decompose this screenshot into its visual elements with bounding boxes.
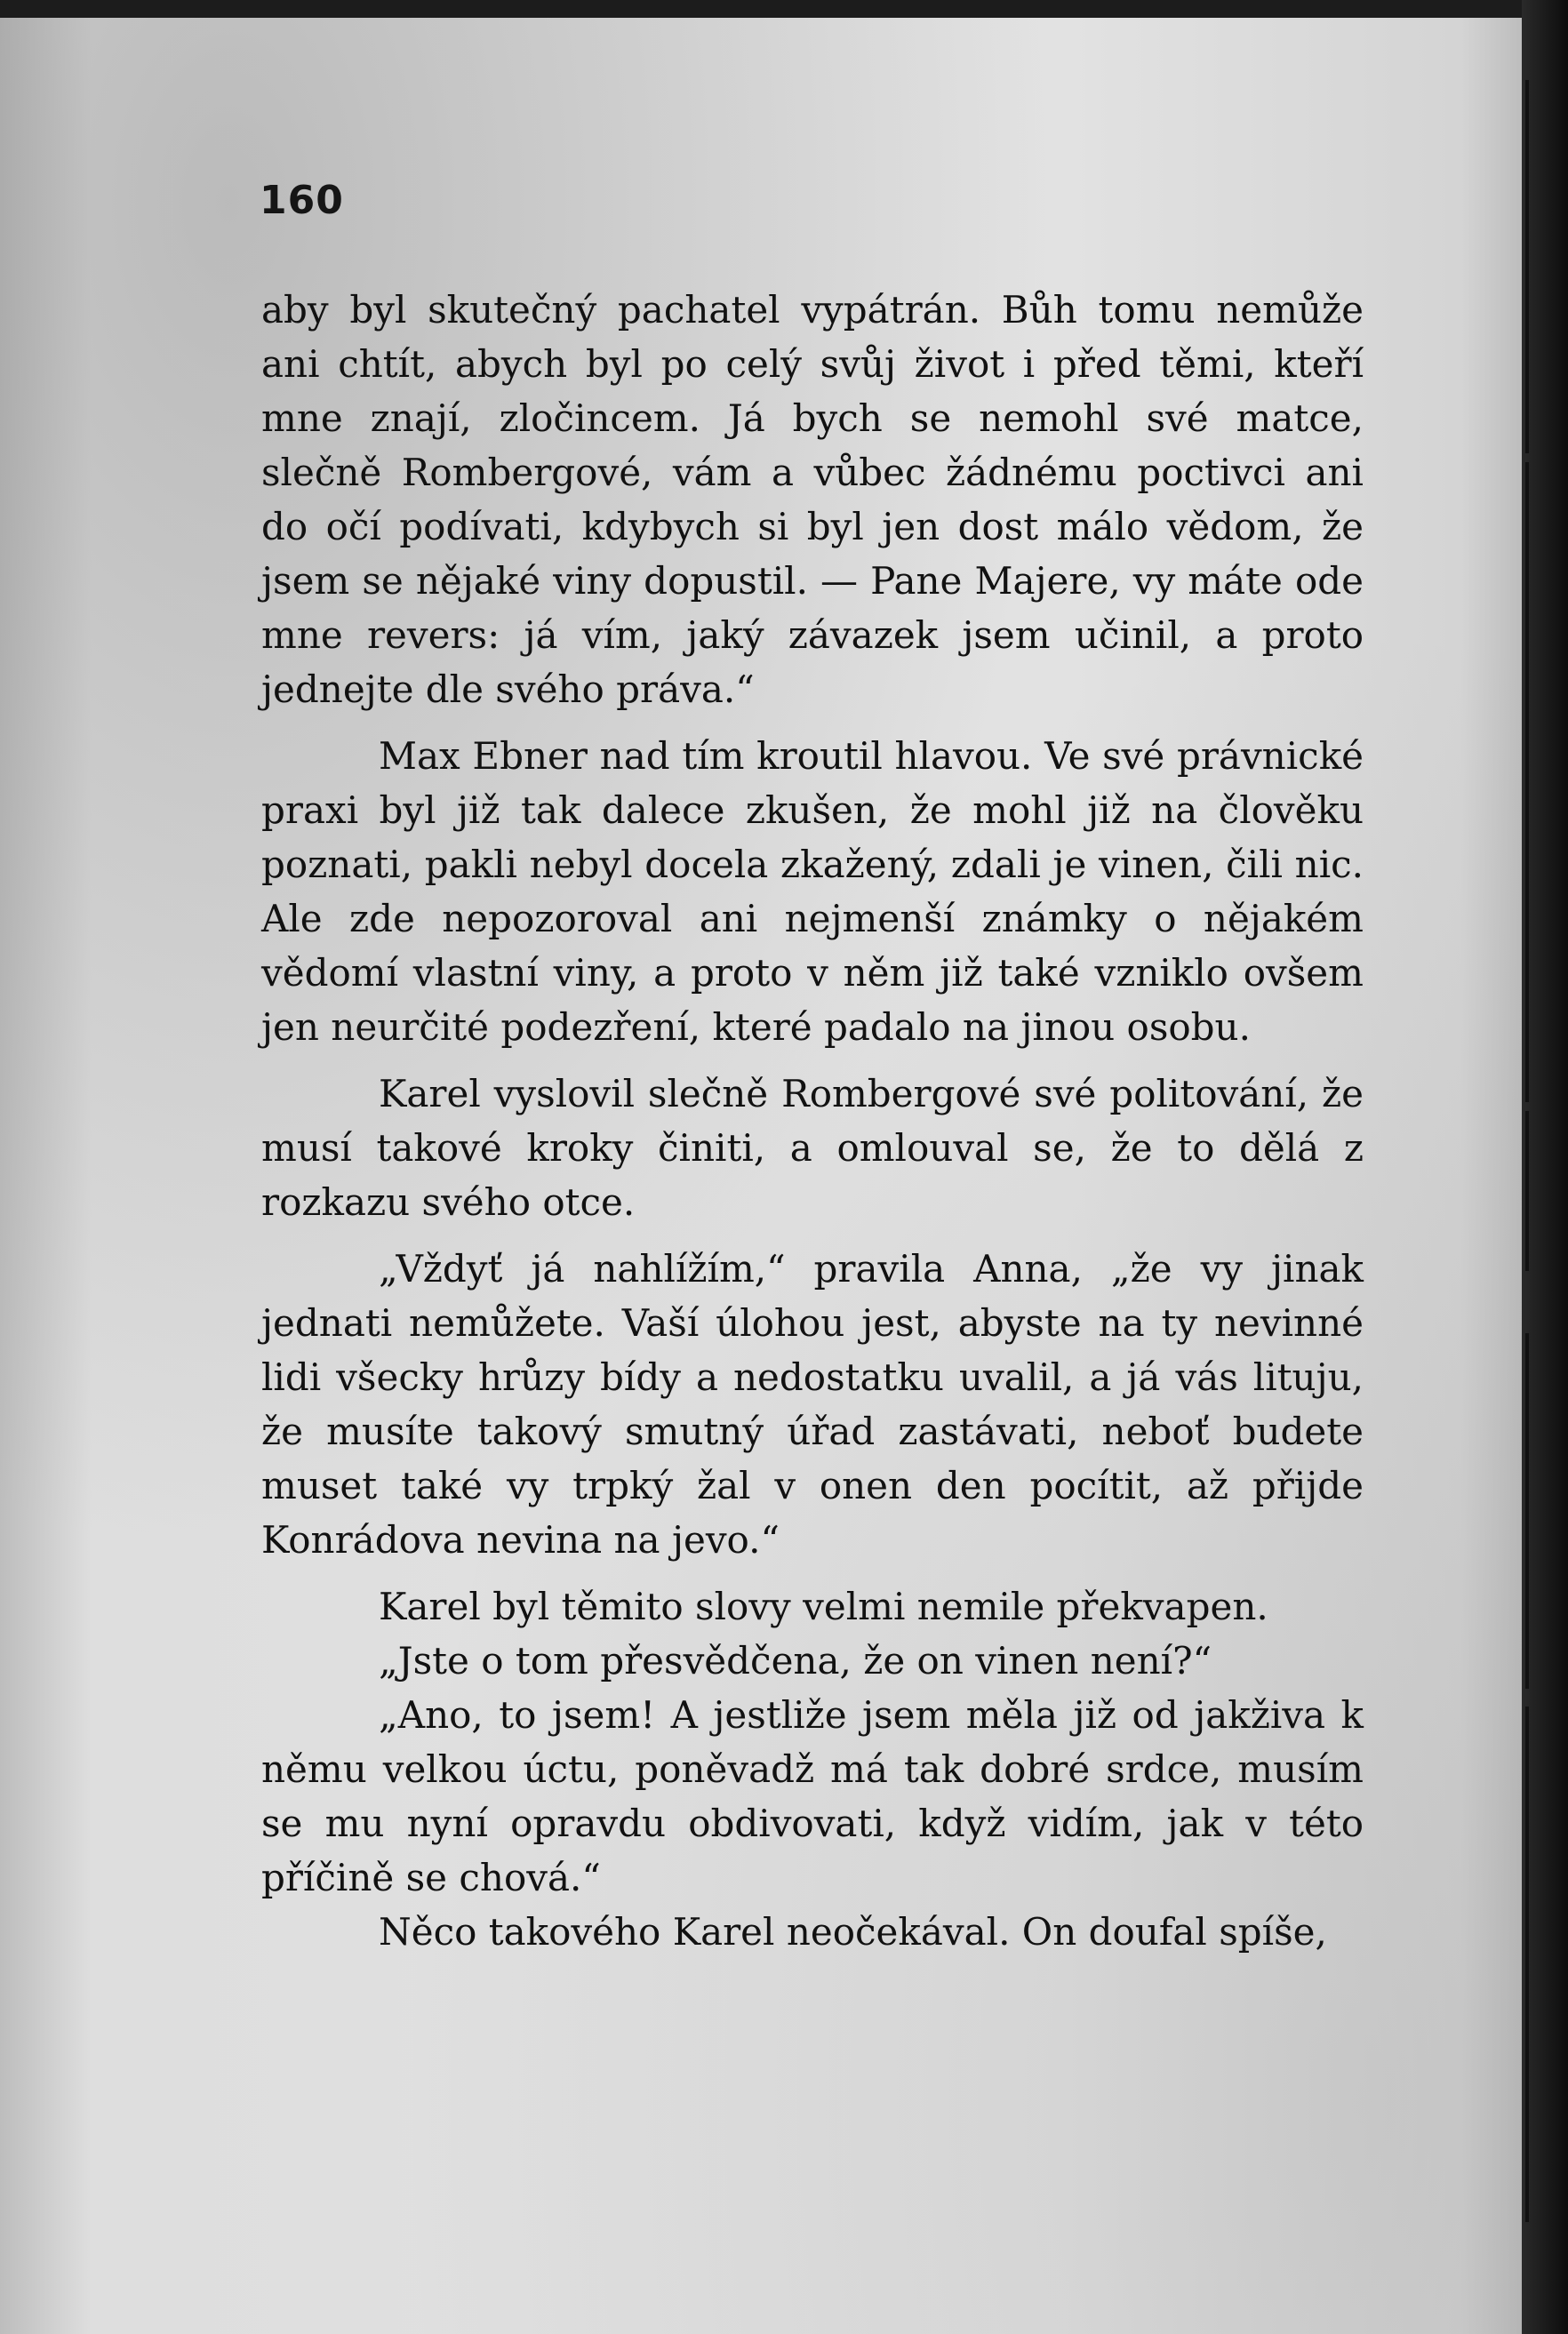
- margin-rule: [1525, 462, 1529, 1102]
- paragraph: „Vždyť já nahlížím,“ pravila Anna, „že vy jinak jednati nemůžete. Vaší úlohou jest, abyste na ty nevinné lidi všecky hrůzy bídy a nedostatku uvalil, a já vás lituju, že musíte takový smutný úřad zastávati, neboť budete muset také vy trpký žal v onen den pocítit, až přijde Konrádova nevina na jevo.“: [261, 1247, 1364, 1562]
- paragraph: aby byl skutečný pachatel vypátrán. Bůh tomu nemůže ani chtít, abych byl po celý svůj život i před těmi, kteří mne znají, zločincem. Já bych se nemohl své matce, slečně Rombergové, vám a vůbec žádnému poctivci ani do očí podívati, kdybych si byl jen dost málo vědom, že jsem se nějaké viny dopustil. — Pane Majere, vy máte ode mne revers: já vím, jaký závazek jsem učinil, a proto jednejte dle svého práva.“: [261, 288, 1364, 711]
- paragraph: Karel vyslovil slečně Rombergové své politování, že musí takové kroky činiti, a omlouval se, že to dělá z rozkazu svého otce.: [261, 1072, 1364, 1224]
- paragraph: „Jste o tom přesvědčena, že on vinen není?“: [379, 1639, 1212, 1683]
- paragraph: „Ano, to jsem! A jestliže jsem měla již od jakživa k němu velkou úctu, poněvadž má tak dobré srdce, musím se mu nyní opravdu obdivovati, když vidím, jak v této příčině se chová.“: [261, 1693, 1364, 1899]
- margin-rule: [1525, 80, 1529, 453]
- paragraph: Karel byl těmito slovy velmi nemile překvapen.: [379, 1585, 1268, 1628]
- margin-rule: [1525, 1111, 1529, 1271]
- paragraph: Max Ebner nad tím kroutil hlavou. Ve své právnické praxi byl již tak dalece zkušen, že mohl již na člověku poznati, pakli nebyl docela zkažený, zdali je vinen, čili nic. Ale zde nepozoroval ani nejmenší známky o nějakém vědomí vlastní viny, a proto v něm již také vzniklo ovšem jen neurčité podezření, které padalo na jinou osobu.: [261, 734, 1364, 1049]
- margin-rule: [1525, 1333, 1529, 1689]
- paragraph: Něco takového Karel neočekával. On doufal spíše,: [379, 1910, 1327, 1954]
- margin-rule: [1525, 1707, 1529, 2222]
- page-number: 160: [260, 178, 344, 223]
- body-text: [261, 283, 1364, 1959]
